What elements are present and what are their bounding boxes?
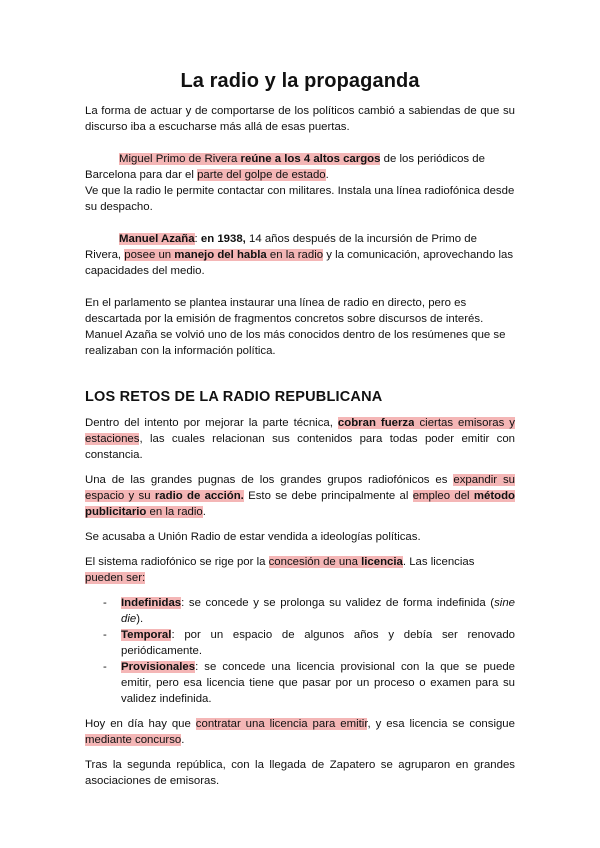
- term-temporal: Temporal: [121, 629, 172, 641]
- document-title: La radio y la propaganda: [180, 70, 420, 92]
- paragraph-contacto-militares: Ve que la radio le permite contactar con militares. Instala una línea radiofónica desde su despacho.: [85, 185, 515, 213]
- text-pugnas: Una de las grandes pugnas de los grandes grupos radiofónicos es: [85, 474, 454, 486]
- highlight-en-la-radio: en la radio: [266, 249, 324, 261]
- paragraph-resumenes: Manuel Azaña se volvió uno de los más conocidos dentro de los resúmenes que se realizaban con la información política.: [85, 329, 506, 357]
- text-dot: .: [325, 169, 329, 181]
- highlight-en-la-radio-2: en la radio: [146, 506, 203, 518]
- highlight-contratar: contratar una licencia para emitir: [195, 718, 368, 730]
- paragraph-pugnas: [85, 472, 515, 520]
- highlight-pueden-ser: pueden ser:: [85, 572, 146, 584]
- text-sine-die: sine die: [121, 597, 515, 625]
- highlight-expandir: expandir su espacio y su: [85, 474, 515, 502]
- paragraph-hoy-en-dia: [85, 716, 515, 748]
- text-las-licencias: . Las licencias: [402, 556, 475, 568]
- text-esto-se-debe: Esto se debe principalmente al: [243, 490, 413, 502]
- highlight-concesion: concesión de una: [268, 556, 362, 568]
- text-14-anos: 14 años después de la incursión de Primo de Rivera,: [85, 233, 477, 261]
- text-comunicacion: y la comunicación, aprovechando las capacidades del medio.: [85, 249, 514, 277]
- paragraph-azana: [85, 231, 515, 279]
- paragraph-intro: La forma de actuar y de comportarse de los políticos cambió a sabiendas de que su discurso iba a escucharse más allá de esas puertas.: [85, 105, 515, 133]
- highlight-manuel-azana: Manuel Azaña: [119, 233, 195, 245]
- text-dot-3: .: [181, 734, 185, 746]
- highlight-reune: reúne a los 4 altos cargos: [240, 153, 381, 165]
- term-indefinidas: Indefinidas: [121, 597, 182, 609]
- highlight-concurso: mediante concurso: [85, 734, 182, 746]
- document-page: [85, 70, 515, 789]
- highlight-emisoras: ciertas emisoras y estaciones: [85, 417, 515, 445]
- paragraph-licencias: [85, 554, 515, 586]
- highlight-primo: Miguel Primo de Rivera: [119, 153, 241, 165]
- highlight-radio-accion: radio de acción.: [154, 490, 244, 502]
- text-hoy: Hoy en día hay que: [85, 718, 196, 730]
- paragraph-mejorar-tecnica: [85, 415, 515, 463]
- list-item-provisionales: [121, 659, 515, 707]
- text-temporal: : por un espacio de algunos años y debía ser renovado periódicamente.: [121, 629, 515, 657]
- text-periodicos: de los periódicos de Barcelona para dar el: [85, 153, 485, 181]
- highlight-posee: posee un: [124, 249, 175, 261]
- term-provisionales: Provisionales: [121, 661, 196, 673]
- paragraph-zapatero: Tras la segunda república, con la llegada de Zapatero se agruparon en grandes asociaciones de emisoras.: [85, 759, 515, 787]
- list-item-indefinidas: [121, 595, 515, 627]
- highlight-empleo: empleo del: [412, 490, 474, 502]
- paragraph-union-radio: Se acusaba a Unión Radio de estar vendida a ideologías políticas.: [85, 531, 421, 543]
- highlight-cobran-fuerza: cobran fuerza: [337, 417, 415, 429]
- paragraph-parlamento: En el parlamento se plantea instaurar una línea de radio en directo, pero es descartada por la emisión de fragmentos concretos sobre discursos de interés.: [85, 297, 484, 325]
- paragraph-primo-de-rivera: [85, 151, 515, 183]
- text-relacionan: , las cuales relacionan sus contenidos para todas poder emitir con constancia.: [85, 433, 515, 461]
- text-dentro: Dentro del intento por mejorar la parte técnica,: [85, 417, 338, 429]
- text-1938: en 1938,: [200, 233, 246, 245]
- text-sistema: El sistema radiofónico se rige por la: [85, 556, 269, 568]
- text-dot-2: .: [202, 506, 206, 518]
- highlight-metodo: método publicitario: [85, 490, 515, 518]
- text-provisionales: : se concede una licencia provisional con la que se puede emitir, pero esa licencia tiene que pasar por un proceso o examen para su validez indefinida.: [121, 661, 515, 705]
- highlight-golpe: parte del golpe de estado: [197, 169, 326, 181]
- highlight-licencia: licencia: [361, 556, 403, 568]
- license-types-list: [85, 595, 515, 707]
- text-colon: :: [194, 233, 201, 245]
- section-heading: LOS RETOS DE LA RADIO REPUBLICANA: [85, 389, 383, 405]
- text-indefinidas: : se concede y se prolonga su validez de forma indefinida (: [181, 597, 495, 609]
- highlight-manejo-habla: manejo del habla: [174, 249, 267, 261]
- text-y-esa: , y esa licencia se consigue: [367, 718, 515, 730]
- list-item-temporal: [121, 627, 515, 659]
- text-close-paren: ).: [136, 613, 144, 625]
